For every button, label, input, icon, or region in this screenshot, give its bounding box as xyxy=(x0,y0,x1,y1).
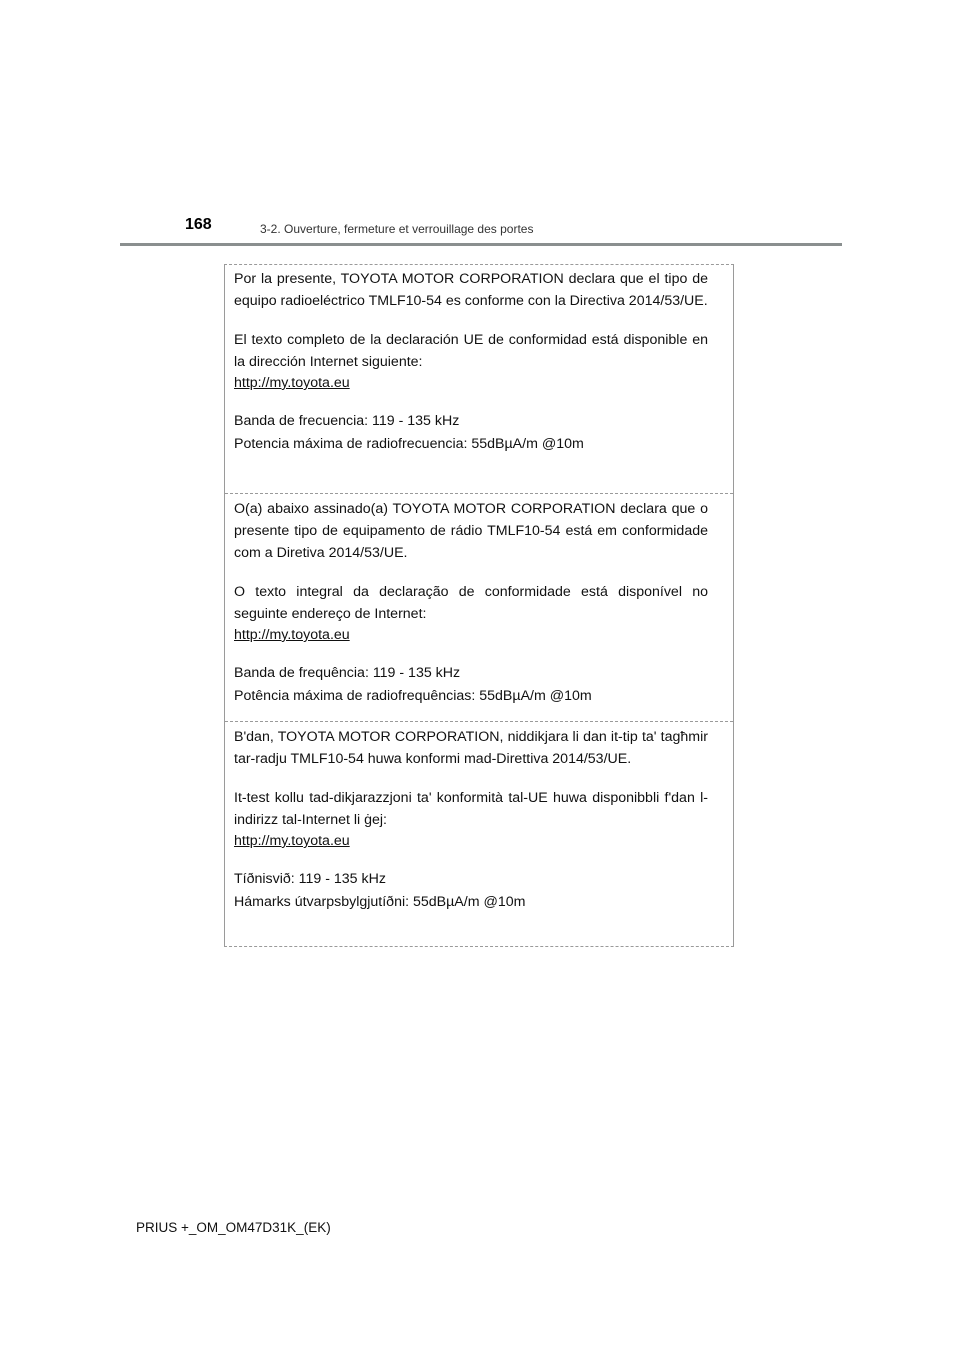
availability-text: It-test kollu tad-dikjarazzjoni ta' konformità tal-UE huwa disponibbli f'dan l-indirizz tal-Internet li ġej: xyxy=(234,790,708,828)
section-title: 3-2. Ouverture, fermeture et verrouillage des portes xyxy=(260,222,534,236)
power-text: Potencia máxima de radiofrecuencia: 55dBµA/m @10m xyxy=(234,436,584,452)
page-header xyxy=(185,214,885,244)
availability-text: O texto integral da declaração de conformidade está disponível no seguinte endereço de Internet: xyxy=(234,584,708,622)
frequency-text: Banda de frequência: 119 - 135 kHz xyxy=(234,665,461,681)
header-divider xyxy=(120,243,842,246)
power-text: Hámarks útvarpsbylgjutíðni: 55dBµA/m @10m xyxy=(234,894,526,910)
declaration-section-portuguese xyxy=(225,493,733,721)
toyota-eu-link[interactable]: http://my.toyota.eu xyxy=(234,833,350,849)
declaration-text: O(a) abaixo assinado(a) TOYOTA MOTOR CORPORATION declara que o presente tipo de equipamento de rádio TMLF10-54 está em conformidade com a Diretiva 2014/53/UE. xyxy=(234,501,708,561)
frequency-text: Banda de frecuencia: 119 - 135 kHz xyxy=(234,413,460,429)
availability-text: El texto completo de la declaración UE de conformidad está disponible en la dirección Internet siguiente: xyxy=(234,332,708,370)
toyota-eu-link[interactable]: http://my.toyota.eu xyxy=(234,627,350,643)
document-code: PRIUS +_OM_OM47D31K_(EK) xyxy=(136,1220,331,1235)
power-text: Potência máxima de radiofrequências: 55dBµA/m @10m xyxy=(234,688,592,704)
declaration-text: B'dan, TOYOTA MOTOR CORPORATION, niddikjara li dan it-tip ta' tagħmir tar-radju TMLF10-54 huwa konformi mad-Direttiva 2014/53/UE. xyxy=(234,729,708,767)
toyota-eu-link[interactable]: http://my.toyota.eu xyxy=(234,375,350,391)
declaration-section-spanish xyxy=(225,265,733,493)
declaration-text: Por la presente, TOYOTA MOTOR CORPORATION declara que el tipo de equipo radioeléctrico TMLF10-54 es conforme con la Directiva 2014/53/UE. xyxy=(234,271,708,309)
frequency-text: Tíðnisvið: 119 - 135 kHz xyxy=(234,871,386,887)
declaration-box xyxy=(224,264,734,947)
page-number: 168 xyxy=(185,216,212,233)
declaration-section-maltese xyxy=(225,721,733,948)
